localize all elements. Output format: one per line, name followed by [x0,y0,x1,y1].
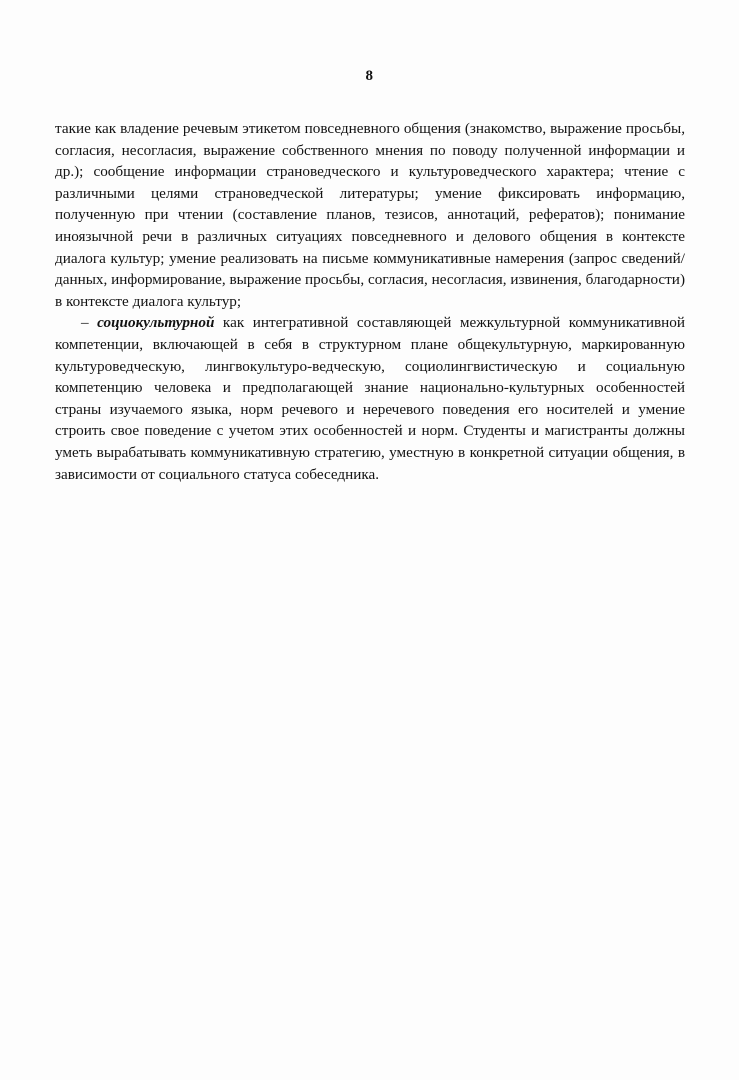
paragraph-sociocultural [55,312,685,485]
page-body [55,118,685,485]
paragraph-sociocultural-text: как интегративной составляющей межкультурной коммуникативной компетенции, включающей в себя в структурном плане общекультурную, маркированную культуроведческую, лингвокультуро-ведческую, социолингвистическую и социальную компетенцию человека и предполагающей знание национально-культурных особенностей страны изучаемого языка, норм речевого и неречевого поведения его носителей и умение строить свое поведение с учетом этих особенностей и норм. Студенты и магистранты должны уметь вырабатывать коммуникативную стратегию, уместную в конкретной ситуации общения, в зависимости от социального статуса собеседника. [55,314,686,483]
term-sociocultural: социокультурной [97,314,215,332]
page-number: 8 [365,68,374,84]
paragraph-competence-list: такие как владение речевым этикетом повседневного общения (знакомство, выражение просьбы, согласия, несогласия, выражение собственного мнения по поводу полученной информации и др.); сообщение информации страноведческого и культуроведческого характера; чтение с различными целями страноведческой литературы; умение фиксировать информацию, полученную при чтении (составление планов, тезисов, аннотаций, рефератов); понимание иноязычной речи в различных ситуациях повседневного и делового общения в контексте диалога культур; умение реализовать на письме коммуникативные намерения (запрос сведений/данных, информирование, выражение просьбы, согласия, несогласия, извинения, благодарности) в контексте диалога культур; [55,120,685,310]
list-dash: – [81,314,98,332]
